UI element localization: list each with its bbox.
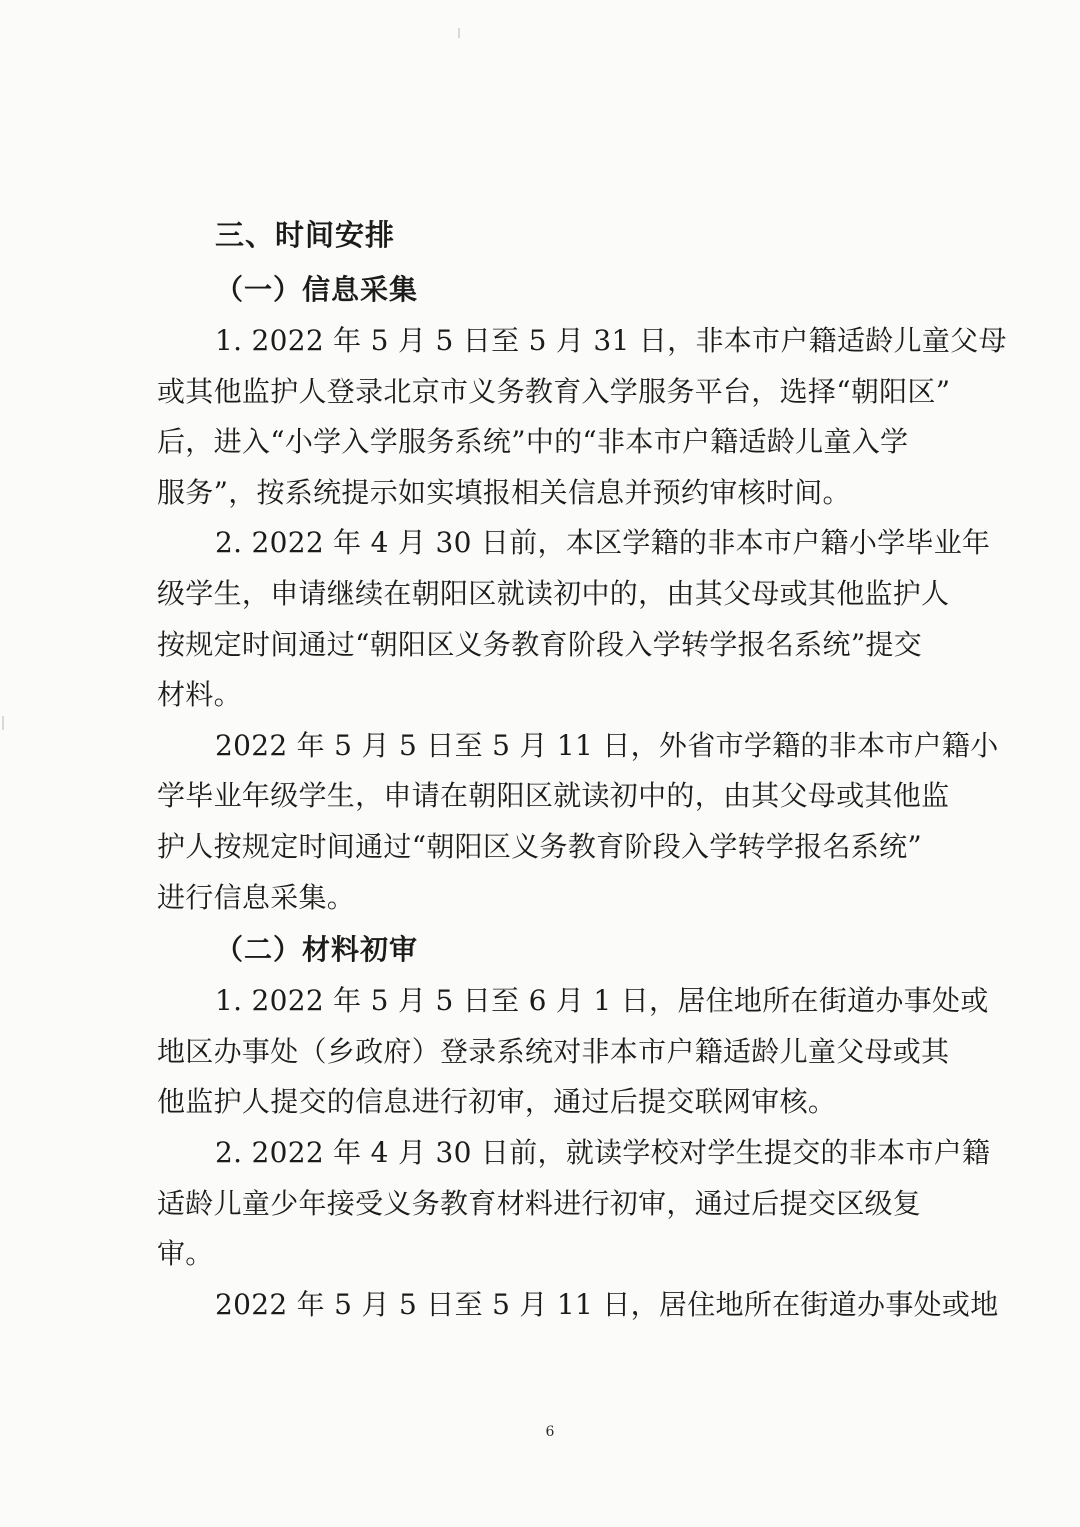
paragraph-line: 材料。 bbox=[157, 678, 242, 712]
paragraph-line: 进行信息采集。 bbox=[157, 880, 356, 914]
paragraph-line: 2. 2022 年 4 月 30 日前，就读学校对学生提交的非本市户籍 bbox=[215, 1135, 991, 1169]
paragraph-line: 级学生，申请继续在朝阳区就读初中的，由其父母或其他监护人 bbox=[157, 576, 950, 610]
paragraph-line: 1. 2022 年 5 月 5 日至 5 月 31 日，非本市户籍适龄儿童父母 bbox=[215, 324, 1007, 357]
paragraph-line: 护人按规定时间通过“朝阳区义务教育阶段入学转学报名系统” bbox=[157, 829, 923, 863]
paragraph-line: 审。 bbox=[157, 1237, 214, 1271]
paragraph-line: 适龄儿童少年接受义务教育材料进行初审，通过后提交区级复 bbox=[157, 1186, 922, 1220]
paragraph-line: 按规定时间通过“朝阳区义务教育阶段入学转学报名系统”提交 bbox=[157, 627, 923, 661]
paragraph-collection-3 bbox=[157, 721, 999, 923]
paragraph-line: 2022 年 5 月 5 日至 5 月 11 日，外省市学籍的非本市户籍小 bbox=[215, 728, 999, 762]
paragraph-line: 他监护人提交的信息进行初审，通过后提交联网审核。 bbox=[157, 1085, 837, 1119]
scan-mark-left bbox=[2, 716, 4, 730]
paragraph-line: 服务”，按系统提示如实填报相关信息并预约审核时间。 bbox=[157, 475, 851, 509]
paragraph-line: 1. 2022 年 5 月 5 日至 6 月 1 日，居住地所在街道办事处或 bbox=[215, 984, 989, 1018]
paragraph-line: 地区办事处（乡政府）登录系统对非本市户籍适龄儿童父母或其 bbox=[157, 1034, 950, 1068]
scan-mark-top bbox=[458, 28, 460, 38]
page-number: 6 bbox=[545, 1424, 555, 1440]
paragraph-line: 后，进入“小学入学服务系统”中的“非本市户籍适龄儿童入学 bbox=[157, 425, 909, 459]
subsection-title-information-collection: （一）信息采集 bbox=[215, 273, 419, 306]
paragraph-line: 2022 年 5 月 5 日至 5 月 11 日，居住地所在街道办事处或地 bbox=[215, 1287, 999, 1321]
paragraph-review-1 bbox=[157, 976, 989, 1128]
section-heading: 三、时间安排 bbox=[215, 218, 396, 252]
document-body bbox=[157, 208, 1007, 1330]
paragraph-line: 2. 2022 年 4 月 30 日前，本区学籍的非本市户籍小学毕业年 bbox=[215, 526, 991, 560]
paragraph-line: 学毕业年级学生，申请在朝阳区就读初中的，由其父母或其他监 bbox=[157, 779, 950, 813]
paragraph-line: 或其他监护人登录北京市义务教育入学服务平台，选择“朝阳区” bbox=[157, 374, 951, 408]
paragraph-collection-2 bbox=[157, 518, 991, 720]
paragraph-review-2 bbox=[157, 1128, 991, 1280]
paragraph-collection-1 bbox=[157, 316, 1007, 518]
paragraph-review-3 bbox=[157, 1280, 999, 1331]
subsection-title-material-review: （二）材料初审 bbox=[215, 933, 419, 967]
